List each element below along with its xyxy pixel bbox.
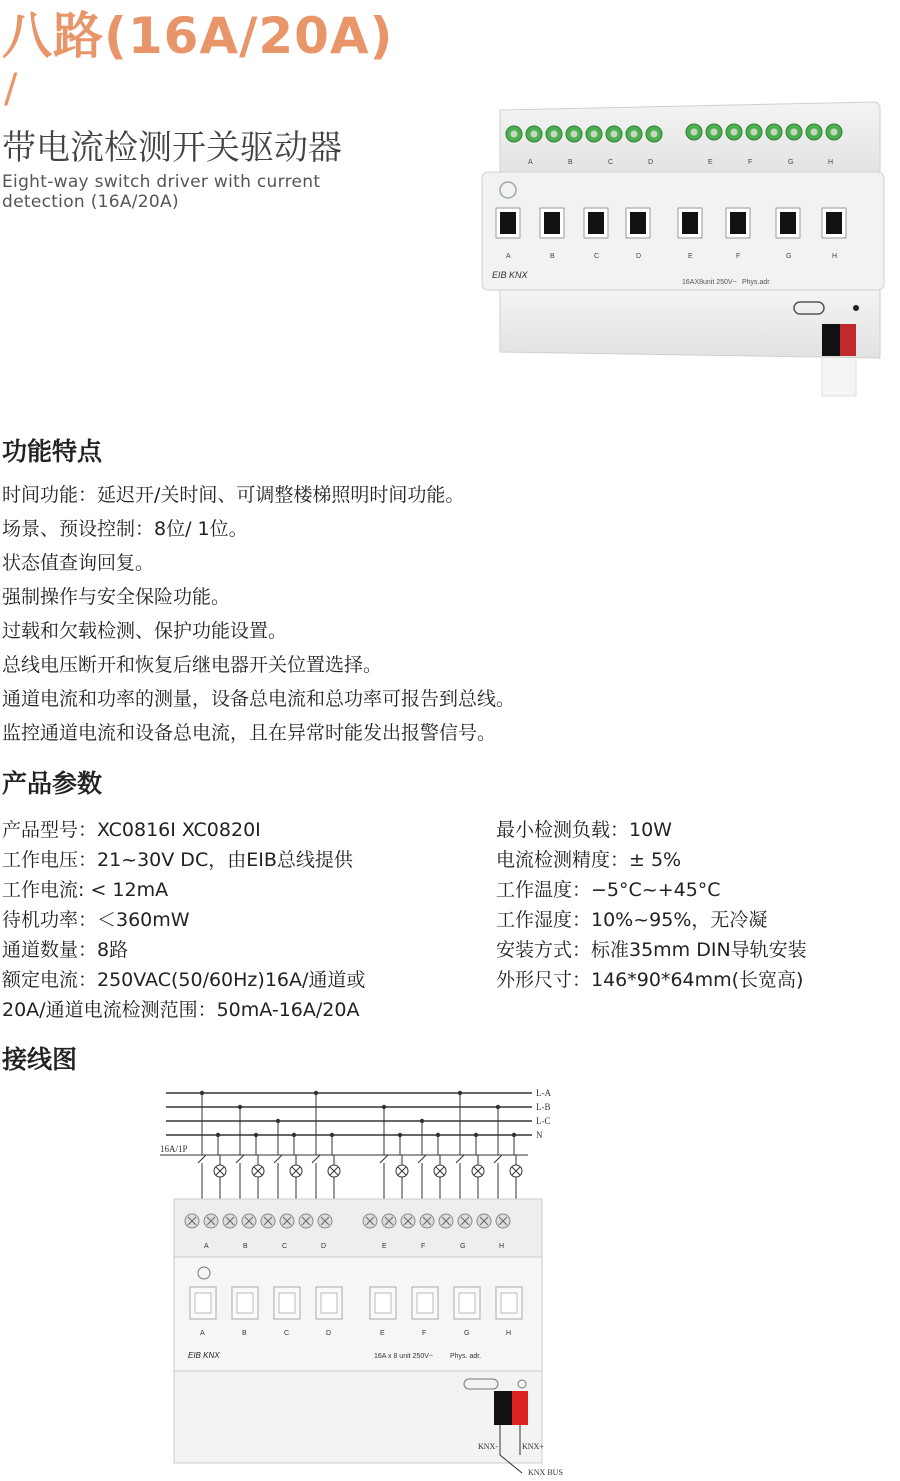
bus-plus-label: KNX+: [522, 1442, 544, 1451]
terminal-screw-head: [531, 131, 538, 138]
switch-toggle: [630, 212, 646, 234]
wiring-channel-top-label: D: [321, 1243, 327, 1250]
photo-rating-label: 16AX8unit 250V~: [682, 279, 737, 286]
wiring-rating-label: 16A x 8 unit 250V~: [374, 1353, 433, 1360]
terminal-screw-head: [551, 131, 558, 138]
terminal-screw-head: [831, 129, 838, 136]
terminal-screw-head: [611, 131, 618, 138]
switch-toggle: [459, 1293, 475, 1313]
wiring-channel-top-label: B: [243, 1243, 248, 1250]
wiring-channel-top-label: C: [282, 1243, 288, 1250]
bus-minus-label: KNX-: [478, 1442, 498, 1451]
param-item: 工作温度：−5°C~+45°C: [496, 879, 721, 901]
photo-channel-front-label: C: [594, 253, 600, 260]
wiring-channel-front-label: F: [422, 1330, 427, 1337]
param-item: 工作电流: < 12mA: [2, 879, 169, 901]
terminal-screw-head: [511, 131, 518, 138]
wiring-channel-front-label: E: [380, 1330, 385, 1337]
params-left-list: [2, 816, 365, 1026]
switch-toggle: [500, 212, 516, 234]
bus-label: KNX BUS: [528, 1468, 563, 1477]
param-item: 安装方式：标准35mm DIN导轨安装: [496, 939, 807, 961]
param-item: 外形尺寸：146*90*64mm(长宽高): [496, 969, 804, 991]
wiring-channel-top-label: G: [460, 1243, 466, 1250]
feature-item: 场景、预设控制：8位/ 1位。: [2, 518, 248, 540]
feature-item: 过载和欠载检测、保护功能设置。: [2, 620, 288, 642]
param-item: 额定电流：250VAC(50/60Hz)16A/通道或: [2, 969, 366, 991]
wiring-phys-label: Phys. adr.: [450, 1353, 482, 1360]
wiring-channel-front-label: A: [200, 1330, 205, 1337]
subtitle-english: Eight-way switch driver with current detection (16A/20A): [2, 172, 321, 212]
wiring-channel-front-label: B: [242, 1330, 247, 1337]
breaker-symbol: [236, 1155, 244, 1163]
feature-item: 监控通道电流和设备总电流，且在异常时能发出报警信号。: [2, 722, 497, 744]
photo-brand-label: EIB KNX: [492, 270, 528, 280]
breaker-symbol: [274, 1155, 282, 1163]
wiring-channel-top-label: F: [421, 1243, 426, 1250]
wiring-channel-top-label: A: [204, 1243, 209, 1250]
breaker-label: 16A/1P: [160, 1144, 188, 1154]
terminal-screw-head: [751, 129, 758, 136]
switch-toggle: [682, 212, 698, 234]
title-slash: /: [4, 66, 18, 112]
photo-channel-top-label: F: [748, 159, 753, 166]
photo-channel-front-label: D: [636, 253, 642, 260]
feature-item: 时间功能：延迟开/关时间、可调整楼梯照明时间功能。: [2, 484, 465, 506]
param-item: 产品型号：XC0816I XC0820I: [2, 819, 261, 841]
photo-channel-top-label: B: [568, 159, 573, 166]
switch-toggle: [417, 1293, 433, 1313]
wiring-channel-front-label: C: [284, 1330, 290, 1337]
param-item: 电流检测精度：± 5%: [496, 849, 682, 871]
feature-item: 通道电流和功率的测量，设备总电流和总功率可报告到总线。: [2, 688, 516, 710]
photo-channel-front-label: A: [506, 253, 511, 260]
switch-toggle: [321, 1293, 337, 1313]
breaker-symbol: [380, 1155, 388, 1163]
wiring-channel-front-label: G: [464, 1330, 470, 1337]
param-item: 待机功率：＜360mW: [2, 909, 190, 931]
photo-phys-label: Phys.adr: [742, 279, 770, 286]
line-label-la: L-A: [536, 1088, 551, 1098]
wiring-heading: 接线图: [2, 1045, 78, 1074]
switch-toggle: [195, 1293, 211, 1313]
line-label-lc: L-C: [536, 1116, 551, 1126]
photo-channel-front-label: H: [832, 253, 838, 260]
param-item: 最小检测负载：10W: [496, 819, 672, 841]
line-label-lb: L-B: [536, 1102, 551, 1112]
param-item: 工作湿度：10%~95%，无冷凝: [496, 909, 768, 931]
switch-toggle: [279, 1293, 295, 1313]
photo-channel-top-label: D: [648, 159, 654, 166]
feature-item: 状态值查询回复。: [2, 552, 155, 574]
wiring-diagram: [158, 1083, 578, 1478]
terminal-screw-head: [811, 129, 818, 136]
photo-channel-front-label: G: [786, 253, 792, 260]
switch-toggle: [544, 212, 560, 234]
feature-item: 总线电压断开和恢复后继电器开关位置选择。: [2, 654, 383, 676]
terminal-screw-head: [651, 131, 658, 138]
photo-channel-top-label: E: [708, 159, 713, 166]
photo-channel-front-label: B: [550, 253, 555, 260]
param-item: 工作电压：21~30V DC，由EIB总线提供: [2, 849, 353, 871]
terminal-screw-head: [631, 131, 638, 138]
features-list: [2, 481, 515, 753]
breaker-symbol: [456, 1155, 464, 1163]
wiring-brand-label: EIB KNX: [188, 1351, 220, 1360]
breaker-symbol: [312, 1155, 320, 1163]
page-title: 八路(16A/20A): [2, 7, 394, 65]
product-photo: [478, 96, 900, 426]
feature-item: 强制操作与安全保险功能。: [2, 586, 231, 608]
photo-channel-front-label: F: [736, 253, 741, 260]
param-item: 通道数量：8路: [2, 939, 129, 961]
line-label-n: N: [536, 1130, 543, 1140]
params-right-list: [496, 816, 807, 996]
wiring-channel-top-label: E: [382, 1243, 387, 1250]
switch-toggle: [730, 212, 746, 234]
photo-channel-front-label: E: [688, 253, 693, 260]
terminal-screw-head: [731, 129, 738, 136]
subtitle-chinese: 带电流检测开关驱动器: [2, 128, 342, 168]
photo-channel-top-label: A: [528, 159, 533, 166]
terminal-screw-head: [591, 131, 598, 138]
wiring-channel-front-label: H: [506, 1330, 512, 1337]
switch-toggle: [237, 1293, 253, 1313]
terminal-screw-head: [571, 131, 578, 138]
switch-toggle: [501, 1293, 517, 1313]
param-item: 20A/通道电流检测范围：50mA-16A/20A: [2, 999, 360, 1021]
terminal-screw-head: [791, 129, 798, 136]
features-heading: 功能特点: [2, 437, 103, 466]
switch-toggle: [826, 212, 842, 234]
switch-toggle: [588, 212, 604, 234]
terminal-screw-head: [771, 129, 778, 136]
photo-channel-top-label: H: [828, 159, 834, 166]
params-heading: 产品参数: [2, 769, 103, 798]
wiring-channel-front-label: D: [326, 1330, 332, 1337]
switch-toggle: [375, 1293, 391, 1313]
terminal-screw-head: [711, 129, 718, 136]
breaker-symbol: [494, 1155, 502, 1163]
wiring-channel-top-label: H: [499, 1243, 505, 1250]
photo-channel-top-label: G: [788, 159, 794, 166]
terminal-screw-head: [691, 129, 698, 136]
switch-toggle: [780, 212, 796, 234]
photo-channel-top-label: C: [608, 159, 614, 166]
breaker-symbol: [418, 1155, 426, 1163]
breaker-symbol: [198, 1155, 206, 1163]
